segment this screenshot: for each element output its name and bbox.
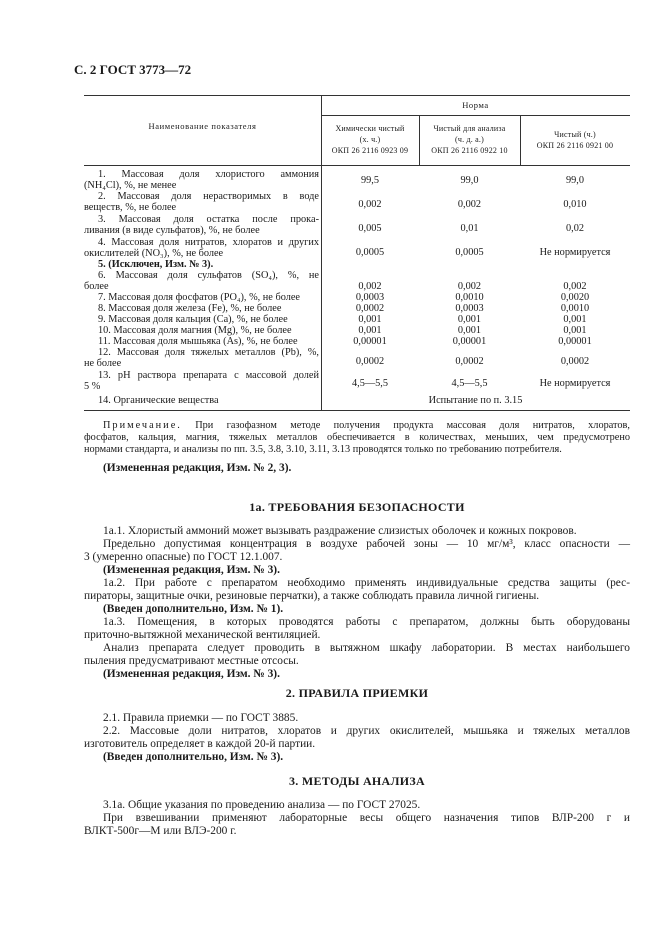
cell-value: 0,002 (358, 199, 382, 210)
cell-value: 0,001 (457, 325, 482, 336)
row-name: 8. Массовая доля железа (Fe), %, не более (98, 303, 282, 314)
cell-value: 4,5—5,5 (451, 378, 488, 389)
specification-table (84, 95, 630, 411)
cell-value: 0,001 (563, 314, 587, 325)
cell-value: 0,010 (563, 199, 587, 210)
row-name: 10. Массовая доля магния (Mg), %, не более (98, 325, 292, 336)
column-header-norm: Норма (462, 100, 489, 110)
cell-value: 0,001 (358, 314, 382, 325)
cell-value: 0,001 (457, 314, 482, 325)
section-3-body: 3.1а. Общие указания по проведению анализа — по ГОСТ 27025. При взвешивании применяют лабораторные весы общего назначения типов ВЛР-200 г и ВЛКТ-500г—М или ВЛЭ-200 г. (84, 799, 630, 837)
section-title: 2. ПРАВИЛА ПРИЕМКИ (285, 686, 429, 700)
norm-rule (321, 115, 630, 116)
cell-value: 0,0003 (455, 303, 484, 314)
section-title: 3. МЕТОДЫ АНАЛИЗА (289, 774, 425, 788)
cell-value: 0,002 (358, 281, 382, 292)
cell-value: 0,02 (565, 223, 585, 234)
column-header-grade: Химически чистый (х. ч.) ОКП 26 2116 0923 09 (331, 124, 409, 155)
row-name: 1. Массовая доля хлористого аммония (NH₄Cl), %, не менее (84, 169, 319, 191)
cell-value: 0,00001 (558, 336, 592, 347)
cell-value: 0,002 (563, 281, 587, 292)
cell-value: 4,5—5,5 (351, 378, 389, 389)
table-top-rule (84, 95, 630, 96)
header-bottom-rule (84, 165, 630, 166)
cell-value: 0,0002 (355, 356, 385, 367)
cell-value: 0,0005 (355, 247, 385, 258)
cell-value: 99,0 (565, 175, 585, 186)
cell-value: 99,5 (360, 175, 380, 186)
row-name: 12. Массовая доля тяжелых металлов (Pb), %, не более (84, 347, 319, 369)
cell-value: 0,0005 (455, 247, 484, 258)
row-name: 4. Массовая доля нитратов, хлоратов и других окислителей (NO₃), %, не более (84, 237, 319, 259)
cell-value: 0,005 (358, 223, 382, 234)
cell-value: 0,00001 (452, 336, 487, 347)
cell-value: 0,00001 (353, 336, 387, 347)
row-name: 7. Массовая доля фосфатов (PO₄), %, не более (98, 292, 300, 303)
cell-value: 0,0002 (560, 356, 590, 367)
cell-value: 0,0003 (355, 292, 385, 303)
cell-value: 0,0002 (355, 303, 385, 314)
cell-value: 0,0010 (455, 292, 484, 303)
row-name: 2. Массовая доля нерастворимых в воде веществ, %, не более (84, 191, 319, 213)
cell-value: 99,0 (460, 175, 479, 186)
cell-value: 0,0010 (560, 303, 590, 314)
cell-value: Испытание по п. 3.15 (428, 395, 523, 406)
row-name: 6. Массовая доля сульфатов (SO₄), %, не более (84, 270, 319, 292)
column-header-name: Наименование показателя (148, 121, 257, 131)
cell-value: 0,0002 (455, 356, 484, 367)
section-1a-body: 1а.1. Хлористый аммоний может вызывать раздражение слизистых оболочек и кожных покровов. Предельно допустимая концентрация в воздухе рабочей зоны — 10 мг/м³, класс опасности — 3 (умеренно опасные) по ГОСТ 12.1.007. (Измененная редакция, Изм. № 3). 1а.2. При работе с препаратом необходимо применять индивидуальные средства защиты (рес- пираторы, защитные очки, резиновые перчатки), а также соблюдать правила личной гигиены. (Введен дополнительно, Изм. № 1). 1а.3. Помещения, в которых проводятся работы с препаратом, должны быть оборудованы приточно-вытяжной механической вентиляцией. Анализ препарата следует проводить в вытяжном шкафу лаборатории. В местах наибольшего пыления предусматривают местные отсосы. (Измененная редакция, Изм. № 3). (84, 525, 630, 680)
cell-value: 0,001 (358, 325, 382, 336)
cell-value: 0,002 (457, 199, 482, 210)
row-name: 9. Массовая доля кальция (Ca), %, не более (98, 314, 288, 325)
row-name: 11. Массовая доля мышьяка (As), %, не более (98, 336, 298, 347)
page-header: С. 2 ГОСТ 3773—72 (74, 62, 192, 77)
cell-value: 0,001 (563, 325, 587, 336)
row-name: 14. Органические вещества (98, 395, 219, 406)
column-header-grade: Чистый для анализа (ч. д. а.) ОКП 26 2116 0922 10 (431, 124, 508, 155)
column-header-grade: Чистый (ч.) ОКП 26 2116 0921 00 (536, 130, 614, 150)
row-name: 3. Массовая доля остатка после прока- ливания (в виде сульфатов), %, не более (84, 214, 319, 236)
cell-value: Не нормируется (539, 247, 611, 258)
section-title: 1а. ТРЕБОВАНИЯ БЕЗОПАСНОСТИ (249, 500, 465, 514)
section-2-body: 2.1. Правила приемки — по ГОСТ 3885. 2.2. Массовые доли нитратов, хлоратов и других окислителей, мышьяка и тяжелых металлов изготовитель определяет в каждой 20-й партии. (Введен дополнительно, Изм. № 3). (84, 712, 630, 763)
cell-value: Не нормируется (539, 378, 611, 389)
table-note: Примечание. При газофазном методе получения продукта массовая доля нитратов, хлоратов, фосфатов, кальция, магния, тяжелых металлов обеспечивается в количествах, меньших, чем предусмотрено нормами стандарта, и анализы по пп. 3.5, 3.8, 3.10, 3.11, 3.13 проводятся только по требованию потребителя. (84, 420, 630, 455)
cell-value: 0,0020 (560, 292, 590, 303)
row-name: 5. (Исключен, Изм. № 3). (98, 259, 214, 270)
cell-value: 0,01 (460, 223, 479, 234)
row-name: 13. pH раствора препарата с массовой долей 5 % (84, 370, 319, 392)
table-bottom-rule (84, 410, 630, 411)
cell-value: 0,002 (457, 281, 482, 292)
amendment-note: (Измененная редакция, Изм. № 2, 3). (103, 462, 292, 474)
